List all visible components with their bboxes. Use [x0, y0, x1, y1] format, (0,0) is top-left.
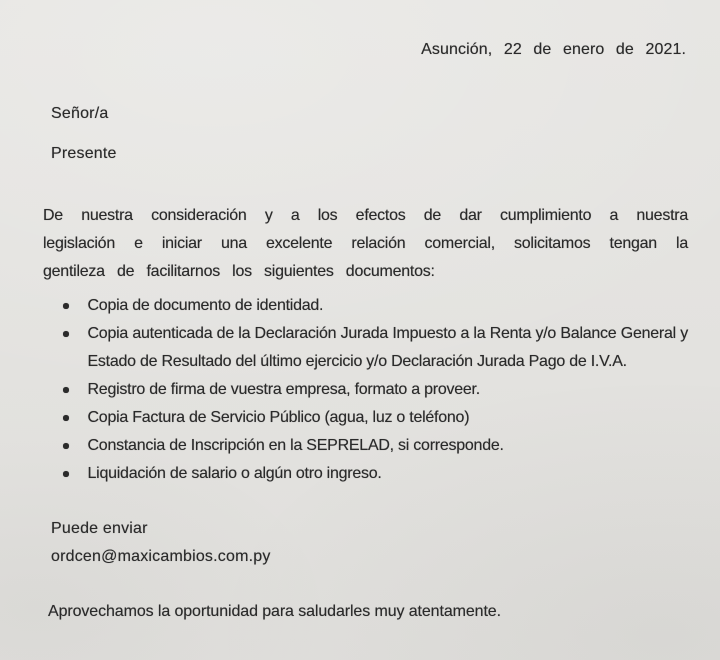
send-instruction: Puede enviar	[51, 520, 148, 537]
bullet-icon	[63, 387, 69, 393]
bullet-icon	[63, 415, 69, 421]
document-item-text: Registro de firma de vuestra empresa, formato a proveer.	[87, 381, 480, 398]
document-item-text: Copia de documento de identidad.	[87, 297, 324, 314]
document-item-text: Constancia de Inscripción en la SEPRELAD, si corresponde.	[87, 437, 504, 454]
bullet-icon	[63, 471, 69, 477]
list-item	[43, 376, 688, 404]
intro-paragraph: De nuestra consideración y a los efectos de dar cumplimiento a nuestra legislación e iniciar una excelente relación comercial, solicitamos tengan la gentileza de facilitarnos los siguientes documentos:	[43, 207, 688, 280]
document-item-text: Liquidación de salario o algún otro ingreso.	[87, 465, 382, 482]
document-item-text: Copia Factura de Servicio Público (agua, luz o teléfono)	[87, 409, 470, 426]
bullet-icon	[63, 303, 69, 309]
date-line: Asunción, 22 de enero de 2021.	[421, 41, 686, 58]
document-list	[43, 292, 688, 488]
recipient-line: Presente	[51, 145, 117, 162]
bullet-icon	[63, 331, 69, 337]
closing-line: Aprovechamos la oportunidad para saludarles muy atentamente.	[48, 603, 501, 620]
bullet-icon	[63, 443, 69, 449]
list-item	[43, 432, 688, 460]
list-item	[43, 292, 688, 320]
salutation: Señor/a	[51, 105, 109, 122]
list-item	[43, 460, 688, 488]
list-item	[43, 404, 688, 432]
list-item	[43, 320, 688, 376]
email-address: ordcen@maxicambios.com.py	[51, 548, 271, 565]
document-item-text: Copia autenticada de la Declaración Jurada Impuesto a la Renta y/o Balance General y Estado de Resultado del último ejercicio y/o Declaración Jurada Pago de I.V.A.	[87, 325, 688, 370]
